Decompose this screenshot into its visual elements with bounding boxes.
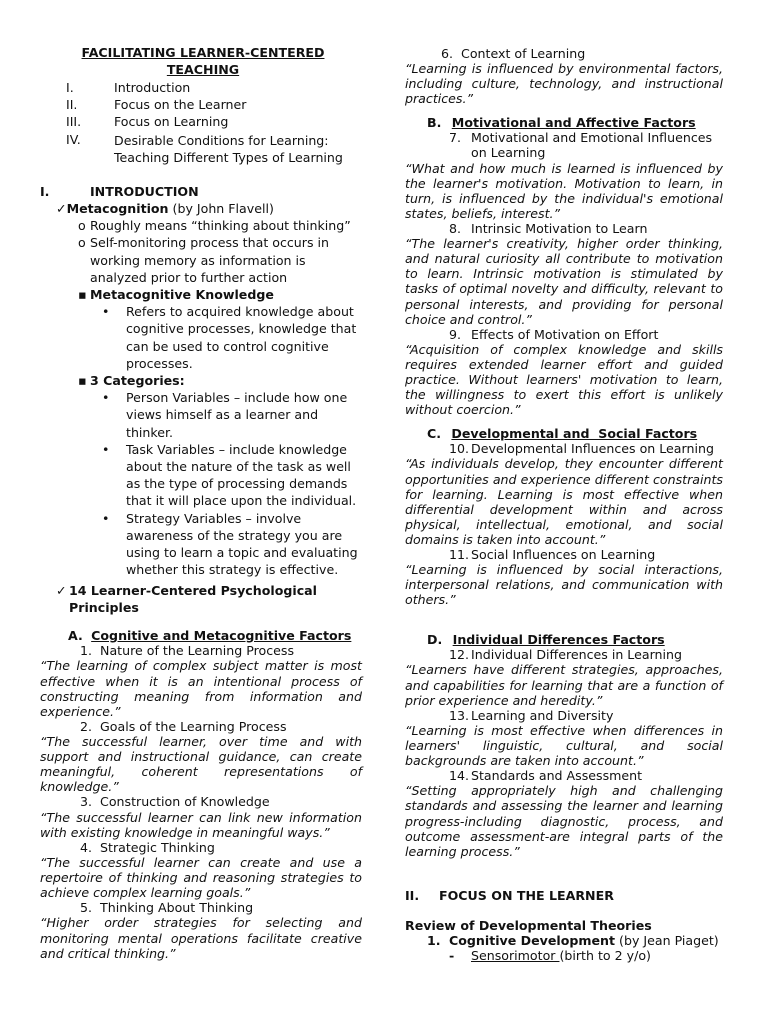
principle-item <box>40 900 362 960</box>
principle-quote: “Learners have different strategies, approaches, and capabilities for learning that are a function of prior experience and heredity.” <box>405 662 723 708</box>
sensorimotor-age: (birth to 2 y/o) <box>559 948 651 963</box>
principle-quote: “Learning is influenced by environmental factors, including culture, technology, and instructional practices.” <box>405 61 723 107</box>
list-item <box>56 286 366 303</box>
toc-item <box>40 114 366 131</box>
title-line-1: FACILITATING LEARNER-CENTERED <box>81 45 325 60</box>
metacognitive-knowledge-text: Refers to acquired knowledge about cognitive processes, knowledge that can be used to control cognitive processes. <box>126 304 357 371</box>
section-a-heading <box>40 628 362 643</box>
section-title: FOCUS ON THE LEARNER <box>439 888 614 903</box>
section-title: Motivational and Affective Factors <box>451 115 696 130</box>
principle-title-line-1: Motivational and Emotional Influences <box>471 130 713 146</box>
toc-item <box>40 132 366 166</box>
principle-quote: “The successful learner can create and use a repertoire of thinking and reasoning strategies to achieve complex learning goals.” <box>40 854 362 901</box>
intro-number: I. <box>40 184 50 199</box>
section-title: Developmental and Social Factors <box>451 426 698 441</box>
principle-quote: “As individuals develop, they encounter different opportunities and experience different constraints for learning. Learning is most effective when differential development within and across physical, intellectual, emotional, and social domains is taken into account.” <box>405 456 723 547</box>
principle-title: Social Influences on Learning <box>471 546 656 562</box>
principle-title: Intrinsic Motivation to Learn <box>471 220 648 236</box>
category-text: Task Variables – include knowledge about the nature of the task as well as the type of processing demands that it will place upon the individual. <box>126 441 357 509</box>
cognitive-development-author: (by Jean Piaget) <box>615 933 719 948</box>
section-number: II. <box>405 888 420 903</box>
section-title: Cognitive and Metacognitive Factors <box>91 628 352 643</box>
principle-title: Nature of the Learning Process <box>100 643 295 659</box>
toc-text <box>114 132 366 166</box>
list-item <box>56 510 366 579</box>
principles-heading <box>56 582 356 616</box>
section-c-heading <box>405 426 723 441</box>
principle-number: 13. <box>449 707 470 723</box>
square-bullet-icon: ▪ <box>78 287 87 303</box>
principle-title: Construction of Knowledge <box>100 794 270 810</box>
section-letter: A. <box>68 628 83 643</box>
principle-quote: “Learning is most effective when differences in learners' linguistic, cultural, and social backgrounds are taken into account.” <box>405 722 723 769</box>
category-text: Person Variables – include how one views himself as a learner and thinker. <box>126 390 348 440</box>
principle-quote: “The successful learner, over time and with support and instructional guidance, can create meaningful, coherent representations of knowledge.” <box>40 733 362 795</box>
category-text: Strategy Variables – involve awareness of the strategy you are using to learn a topic and evaluating whether this strategy is effective. <box>126 510 358 578</box>
categories-heading: 3 Categories: <box>90 373 185 389</box>
section-b-heading <box>405 115 723 130</box>
bullet-icon: • <box>102 441 110 457</box>
self-monitoring-text: Self-monitoring process that occurs in working memory as information is analyzed prior to further action <box>90 235 330 285</box>
principle-quote: “The successful learner can link new information with existing knowledge in meaningful ways.” <box>40 809 362 840</box>
list-item <box>56 389 366 441</box>
metacognition-author: (by John Flavell) <box>168 201 274 216</box>
principle-quote: “What and how much is learned is influenced by the learner's motivation. Motivation to learn, in turn, is influenced by the individual's emotional states, beliefs, interest.” <box>405 160 723 221</box>
sensorimotor-term: Sensorimotor <box>471 948 560 963</box>
principle-title: Individual Differences in Learning <box>471 647 682 663</box>
toc-number: III. <box>66 114 82 130</box>
section-a <box>40 628 362 961</box>
principle-title: Learning and Diversity <box>471 707 614 723</box>
section-letter: B. <box>427 115 442 130</box>
principle-item <box>405 708 723 768</box>
principle-number: 3. <box>80 794 93 810</box>
list-item <box>56 372 366 389</box>
section-ii-heading <box>405 888 723 903</box>
principle-quote: “The learning of complex subject matter is most effective when it is an intentional process of constructing meaning from information and experience.” <box>40 658 362 719</box>
check-icon: ✓ <box>56 201 67 216</box>
principle-item <box>40 719 362 795</box>
principle-title: Effects of Motivation on Effort <box>471 326 659 342</box>
bullet-icon: • <box>102 390 110 406</box>
toc-number: I. <box>66 80 74 95</box>
principle-number: 11. <box>449 546 470 562</box>
toc-text: Introduction <box>114 80 191 95</box>
principle-quote: “Higher order strategies for selecting and monitoring mental operations facilitate creative and critical thinking.” <box>40 915 362 961</box>
principle-item <box>405 221 723 327</box>
table-of-contents <box>40 80 366 166</box>
list-item <box>56 441 366 510</box>
principle-item <box>40 794 362 839</box>
principle-title: Context of Learning <box>461 46 586 61</box>
principle-item <box>405 441 723 547</box>
principle-number: 10. <box>449 441 470 457</box>
sensorimotor-line <box>449 948 723 963</box>
toc-text: Focus on Learning <box>114 114 229 130</box>
intro-heading <box>40 184 366 199</box>
title-line-2: TEACHING <box>166 62 240 78</box>
principle-item <box>405 547 723 607</box>
section-d-heading <box>405 632 723 647</box>
list-item <box>56 217 366 234</box>
bullet-icon: • <box>102 304 110 320</box>
item-number: 1. <box>427 933 441 948</box>
principles-title: 14 Learner-Centered Psychological Principles <box>69 583 317 616</box>
review-heading: Review of Developmental Theories <box>405 918 652 933</box>
bullet-icon: • <box>102 510 110 526</box>
principle-quote: “Acquisition of complex knowledge and skills requires extended learner effort and guided practice. Without learners' motivation to learn, the willingness to exert this effort is unlikely without coercion.” <box>405 341 723 418</box>
toc-number: II. <box>66 97 78 113</box>
intro-title: INTRODUCTION <box>90 184 199 199</box>
principle-number: 1. <box>80 643 93 659</box>
principle-item <box>405 327 723 418</box>
circle-icon: o <box>78 235 86 251</box>
check-icon: ✓ <box>56 583 67 598</box>
principle-number: 9. <box>449 326 462 342</box>
principle-title <box>471 130 712 160</box>
section-d <box>405 632 723 859</box>
toc-text-line-2: Teaching Different Types of Learning <box>114 149 343 165</box>
principle-quote: “Setting appropriately high and challenging standards and assessing the learner and learning progress-including diagnostic, process, and outcome assessment-are integral parts of the learning process.” <box>405 783 723 859</box>
metacognition-term: Metacognition <box>66 201 169 216</box>
document-title <box>40 45 366 77</box>
roughly-text: Roughly means “thinking about thinking” <box>90 218 351 234</box>
principle-item <box>405 130 723 221</box>
section-c <box>405 426 723 607</box>
section-title: Individual Differences Factors <box>452 632 665 647</box>
principle-number: 4. <box>80 839 93 855</box>
principle-item <box>405 768 723 859</box>
principle-item <box>405 46 723 106</box>
principle-title: Developmental Influences on Learning <box>471 441 714 457</box>
principle-item <box>40 840 362 900</box>
principle-title: Goals of the Learning Process <box>100 718 287 734</box>
principle-quote: “The learner's creativity, higher order thinking, and natural curiosity all contribute to motivation to learn. Intrinsic motivation is stimulated by tasks of optimal novelty and difficulty, relevant to personal interests, and providing for personal choice and control.” <box>405 236 723 327</box>
section-letter: D. <box>427 632 443 647</box>
principle-number: 7. <box>449 130 462 146</box>
principle-number: 5. <box>80 900 93 916</box>
principle-title: Standards and Assessment <box>471 768 643 784</box>
metacognitive-knowledge-heading: Metacognitive Knowledge <box>90 287 274 303</box>
metacognition-line <box>56 200 366 217</box>
list-item <box>56 303 366 372</box>
toc-text: Focus on the Learner <box>114 97 247 113</box>
principle-item <box>40 643 362 719</box>
principle-title-line-2: on Learning <box>471 145 546 161</box>
cognitive-development-term: Cognitive Development <box>449 933 616 948</box>
section-b <box>405 115 723 417</box>
toc-item <box>40 80 366 97</box>
toc-number: IV. <box>66 131 81 147</box>
toc-item <box>40 97 366 114</box>
principle-number: 14. <box>449 768 470 784</box>
principle-number: 12. <box>449 647 470 663</box>
dash-icon: - <box>449 948 455 963</box>
toc-text-line-1: Desirable Conditions for Learning: <box>114 132 329 148</box>
principle-quote: “Learning is influenced by social interactions, interpersonal relations, and communication with others.” <box>405 562 723 608</box>
cognitive-development-line <box>427 933 723 948</box>
principle-number: 8. <box>449 220 462 236</box>
section-letter: C. <box>427 426 442 441</box>
principle-number: 2. <box>80 718 93 734</box>
square-bullet-icon: ▪ <box>78 373 87 389</box>
list-item <box>56 234 366 286</box>
metacognition-block <box>56 200 366 578</box>
principle-number: 6. <box>441 46 454 61</box>
circle-icon: o <box>78 218 86 234</box>
principle-title: Thinking About Thinking <box>100 900 254 916</box>
principle-title: Strategic Thinking <box>100 839 215 855</box>
principle-item <box>405 647 723 707</box>
